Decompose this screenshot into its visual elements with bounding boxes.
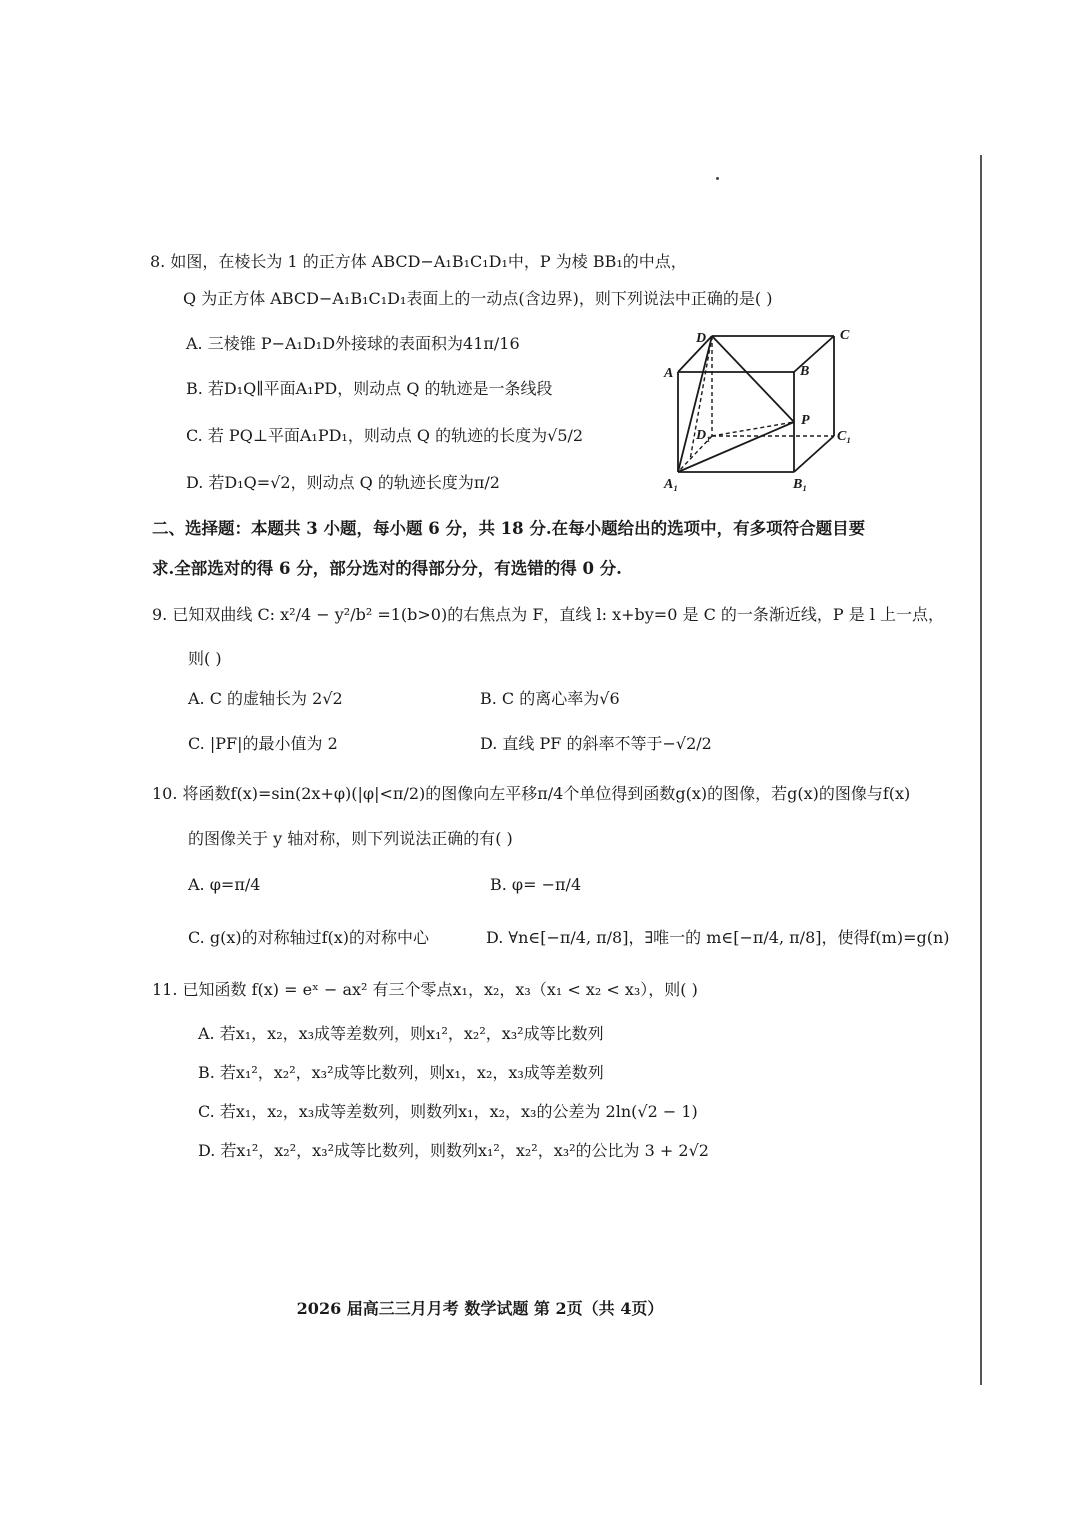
cube-figure bbox=[660, 322, 870, 492]
label-p: P bbox=[801, 413, 810, 428]
q11-option-c: C. 若x₁，x₂，x₃成等差数列，则数列x₁，x₂，x₃的公差为 2ln(√2 − 1) bbox=[198, 1102, 698, 1121]
q11-stem: 11. 已知函数 f(x) = eˣ − ax² 有三个零点x₁，x₂，x₃（x₁ < x₂ < x₃），则( ) bbox=[152, 980, 698, 999]
q9-option-c: C. |PF|的最小值为 2 bbox=[188, 734, 338, 753]
section2-line2: 求.全部选对的得 6 分，部分选对的得部分分，有选错的得 0 分. bbox=[152, 559, 622, 578]
label-a1: A₁ bbox=[664, 477, 679, 492]
q11-option-a: A. 若x₁，x₂，x₃成等差数列，则x₁²，x₂²，x₃²成等比数列 bbox=[198, 1024, 604, 1043]
q10-option-d: D. ∀n∈[−π/4, π/8]，∃唯一的 m∈[−π/4, π/8]，使得f(m)=g(n) bbox=[486, 928, 950, 947]
speck bbox=[716, 177, 719, 180]
q8-option-d: D. 若D₁Q=√2，则动点 Q 的轨迹长度为π/2 bbox=[186, 473, 500, 492]
q10-stem-line2: 的图像关于 y 轴对称，则下列说法正确的有( ) bbox=[188, 829, 513, 848]
q8-stem-line1: 8. 如图，在棱长为 1 的正方体 ABCD−A₁B₁C₁D₁中，P 为棱 BB₁的中点， bbox=[150, 252, 687, 271]
label-c1: C₁ bbox=[837, 429, 852, 444]
q8-option-b: B. 若D₁Q∥平面A₁PD，则动点 Q 的轨迹是一条线段 bbox=[186, 379, 553, 398]
q9-stem-line1: 9. 已知双曲线 C: x²/4 − y²/b² =1(b>0)的右焦点为 F，直线 l: x+by=0 是 C 的一条渐近线，P 是 l 上一点， bbox=[152, 605, 945, 624]
q10-option-c: C. g(x)的对称轴过f(x)的对称中心 bbox=[188, 928, 430, 947]
q9-option-a: A. C 的虚轴长为 2√2 bbox=[188, 689, 343, 708]
page-edge-rule bbox=[980, 155, 982, 1385]
q10-stem-line1: 10. 将函数f(x)=sin(2x+φ)(|φ|<π/2)的图像向左平移π/4个单位得到函数g(x)的图像，若g(x)的图像与f(x) bbox=[152, 784, 911, 803]
q8-option-c: C. 若 PQ⊥平面A₁PD₁，则动点 Q 的轨迹的长度为√5/2 bbox=[186, 426, 584, 445]
q8-option-a: A. 三棱锥 P−A₁D₁D外接球的表面积为41π/16 bbox=[186, 334, 520, 353]
q10-option-b: B. φ= −π/4 bbox=[490, 875, 582, 894]
page-footer: 2026 届高三三月月考 数学试题 第 2页（共 4页） bbox=[296, 1299, 664, 1318]
label-a: A bbox=[664, 366, 674, 381]
q10-option-a: A. φ=π/4 bbox=[188, 875, 261, 894]
q11-option-b: B. 若x₁²，x₂²，x₃²成等比数列，则x₁，x₂，x₃成等差数列 bbox=[198, 1063, 604, 1082]
q11-option-d: D. 若x₁²，x₂²，x₃²成等比数列，则数列x₁²，x₂²，x₃²的公比为 3 + 2√2 bbox=[198, 1141, 709, 1160]
label-d: D bbox=[696, 331, 707, 346]
label-c: C bbox=[840, 328, 850, 343]
q9-option-b: B. C 的离心率为√6 bbox=[480, 689, 620, 708]
q9-option-d: D. 直线 PF 的斜率不等于−√2/2 bbox=[480, 734, 712, 753]
q8-stem-line2: Q 为正方体 ABCD−A₁B₁C₁D₁表面上的一动点(含边界)，则下列说法中正确的是( ) bbox=[183, 289, 773, 308]
label-d1: D₁ bbox=[696, 428, 711, 443]
label-b1: B₁ bbox=[793, 477, 808, 492]
q9-stem-line2: 则( ) bbox=[188, 649, 222, 668]
section2-line1: 二、选择题：本题共 3 小题，每小题 6 分，共 18 分.在每小题给出的选项中，有多项符合题目要 bbox=[152, 519, 866, 538]
label-b: B bbox=[800, 364, 810, 379]
